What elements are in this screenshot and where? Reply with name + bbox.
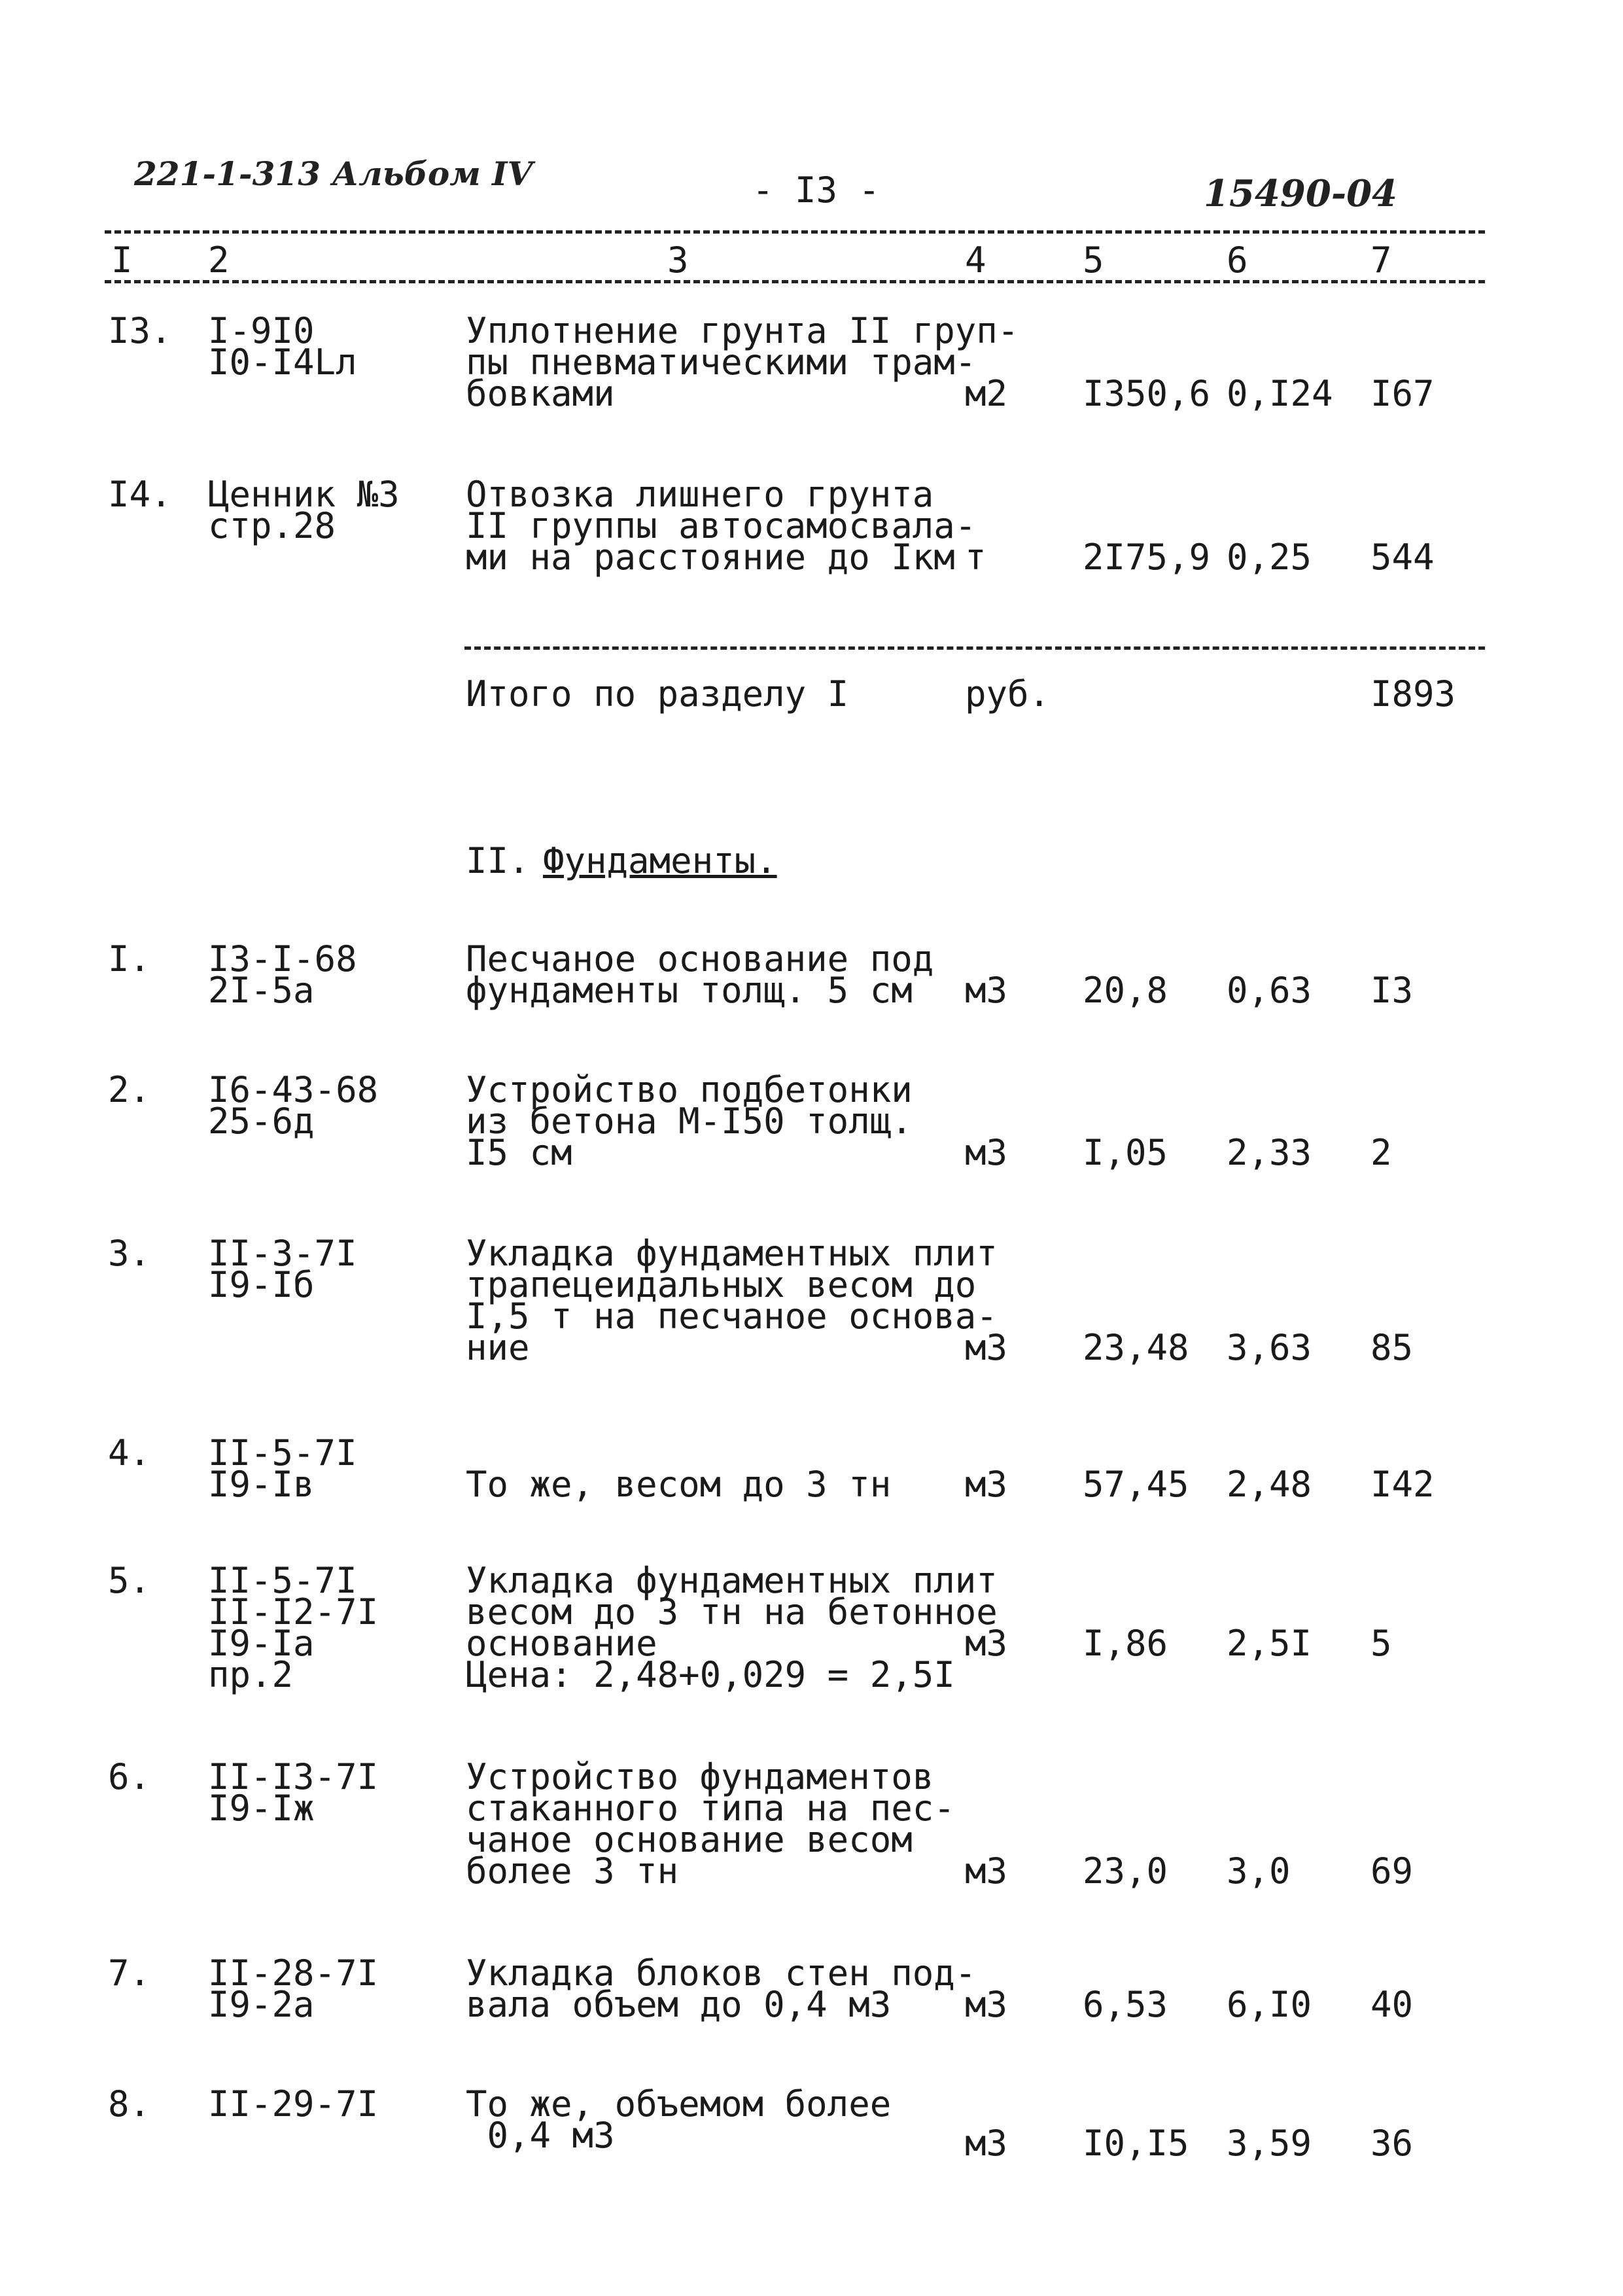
unit-price: 0,I24 — [1227, 373, 1333, 414]
work-description: основание — [466, 1623, 657, 1664]
norm-code: I0-I4Lл — [208, 342, 357, 383]
total-cost: 69 — [1370, 1850, 1414, 1892]
work-description: Уплотнение грунта II груп- — [466, 310, 1019, 351]
column-number-2: 2 — [208, 239, 230, 281]
norm-code: II-5-7I — [208, 1560, 357, 1601]
total-cost: I42 — [1370, 1464, 1435, 1505]
subtotal-divider — [464, 646, 1485, 650]
quantity: 23,0 — [1083, 1850, 1168, 1892]
unit-measure: м3 — [965, 970, 1008, 1011]
column-number-1: I — [111, 239, 133, 281]
work-description: Устройство фундаментов — [466, 1756, 934, 1797]
column-number-5: 5 — [1083, 239, 1104, 281]
work-description: ми на расстояние до Iкм — [466, 537, 955, 578]
total-cost: 544 — [1370, 537, 1435, 578]
quantity: 20,8 — [1083, 970, 1168, 1011]
norm-code: I9-Iж — [208, 1788, 315, 1829]
column-number-7: 7 — [1370, 239, 1392, 281]
total-cost: 85 — [1370, 1327, 1414, 1368]
quantity: I,05 — [1083, 1132, 1168, 1173]
section-title: Фундаменты. — [543, 840, 777, 881]
total-cost: 40 — [1370, 1984, 1414, 2025]
quantity: I,86 — [1083, 1623, 1168, 1664]
work-description: Цена: 2,48+0,029 = 2,5I — [466, 1654, 955, 1695]
norm-code: I6-43-68 — [208, 1069, 379, 1110]
header-bottom-divider — [105, 280, 1485, 283]
unit-measure: м3 — [965, 1623, 1008, 1664]
work-description: вала объем до 0,4 м3 — [466, 1984, 892, 2025]
work-description: бовками — [466, 373, 615, 414]
norm-code: I9-Iб — [208, 1264, 315, 1305]
norm-code: I9-2а — [208, 1984, 315, 2025]
norm-code: 25-6д — [208, 1101, 315, 1142]
norm-code: II-5-7I — [208, 1432, 357, 1474]
work-description: Песчаное основание под — [466, 938, 934, 980]
unit-price: 2,5I — [1227, 1623, 1312, 1664]
unit-measure: м3 — [965, 1984, 1008, 2025]
work-description: весом до 3 тн на бетонное — [466, 1591, 998, 1633]
total-cost: I3 — [1370, 970, 1414, 1011]
norm-code: II-I2-7I — [208, 1591, 379, 1633]
subtotal-total: I893 — [1370, 673, 1456, 715]
unit-measure: т — [965, 537, 986, 578]
norm-code: II-I3-7I — [208, 1756, 379, 1797]
album-reference: 221-1-313 Альбом IV — [134, 154, 533, 193]
quantity: 23,48 — [1083, 1327, 1189, 1368]
quantity: 6,53 — [1083, 1984, 1168, 2025]
norm-code: II-29-7I — [208, 2083, 379, 2125]
total-cost: 5 — [1370, 1623, 1392, 1664]
norm-code: стр.28 — [208, 505, 336, 546]
column-number-3: 3 — [667, 239, 689, 281]
norm-code: I-9I0 — [208, 310, 315, 351]
work-description: Устройство подбетонки — [466, 1069, 913, 1110]
unit-price: 3,0 — [1227, 1850, 1291, 1892]
row-number: 5. — [108, 1560, 151, 1601]
unit-price: 0,25 — [1227, 537, 1312, 578]
work-description: I5 см — [466, 1132, 572, 1173]
subtotal-unit: руб. — [965, 673, 1051, 715]
row-number: I. — [108, 938, 151, 980]
header-top-divider — [105, 230, 1485, 234]
column-number-6: 6 — [1227, 239, 1248, 281]
row-number: 4. — [108, 1432, 151, 1474]
quantity: 2I75,9 — [1083, 537, 1211, 578]
quantity: 57,45 — [1083, 1464, 1189, 1505]
quantity: I0,I5 — [1083, 2123, 1189, 2164]
unit-measure: м3 — [965, 1850, 1008, 1892]
total-cost: 36 — [1370, 2123, 1414, 2164]
column-number-4: 4 — [965, 239, 986, 281]
norm-code: I9-Iа — [208, 1623, 315, 1664]
work-description: То же, объемом более — [466, 2083, 892, 2125]
quantity: I350,6 — [1083, 373, 1211, 414]
work-description: II группы автосамосвала- — [466, 505, 977, 546]
row-number: 8. — [108, 2083, 151, 2125]
total-cost: 2 — [1370, 1132, 1392, 1173]
unit-price: 3,63 — [1227, 1327, 1312, 1368]
subtotal-label: Итого по разделу I — [466, 673, 849, 715]
page-number: - I3 - — [752, 169, 881, 211]
row-number: 6. — [108, 1756, 151, 1797]
unit-price: 2,48 — [1227, 1464, 1312, 1505]
row-number: I3. — [108, 310, 172, 351]
norm-code: II-3-7I — [208, 1233, 357, 1274]
norm-code: II-28-7I — [208, 1952, 379, 1994]
row-number: I4. — [108, 474, 172, 515]
row-number: 2. — [108, 1069, 151, 1110]
unit-price: 3,59 — [1227, 2123, 1312, 2164]
row-number: 3. — [108, 1233, 151, 1274]
unit-measure: м3 — [965, 2123, 1008, 2164]
unit-measure: м3 — [965, 1132, 1008, 1173]
norm-code: I9-Iв — [208, 1464, 315, 1505]
work-description: пы пневматическими трам- — [466, 342, 977, 383]
work-description: Укладка фундаментных плит — [466, 1560, 998, 1601]
work-description: 0,4 м3 — [466, 2115, 615, 2156]
work-description: Отвозка лишнего грунта — [466, 474, 934, 515]
row-number: 7. — [108, 1952, 151, 1994]
total-cost: I67 — [1370, 373, 1435, 414]
work-description: фундаменты толщ. 5 см — [466, 970, 913, 1011]
work-description: Укладка фундаментных плит — [466, 1233, 998, 1274]
work-description: То же, весом до 3 тн — [466, 1464, 892, 1505]
work-description: более 3 тн — [466, 1850, 679, 1892]
work-description: трапецеидальных весом до — [466, 1264, 977, 1305]
unit-measure: м2 — [965, 373, 1008, 414]
document-number: 15490-04 — [1204, 172, 1397, 215]
work-description: I,5 т на песчаное основа- — [466, 1296, 998, 1337]
work-description: из бетона М-I50 толщ. — [466, 1101, 913, 1142]
unit-measure: м3 — [965, 1464, 1008, 1505]
norm-code: пр.2 — [208, 1654, 294, 1695]
unit-price: 0,63 — [1227, 970, 1312, 1011]
norm-code: Ценник №3 — [208, 474, 400, 515]
norm-code: 2I-5а — [208, 970, 315, 1011]
section-roman: II. — [466, 840, 530, 881]
work-description: чаное основание весом — [466, 1819, 913, 1860]
work-description: стаканного типа на пес- — [466, 1788, 955, 1829]
unit-price: 6,I0 — [1227, 1984, 1312, 2025]
norm-code: I3-I-68 — [208, 938, 357, 980]
work-description: ние — [466, 1327, 530, 1368]
work-description: Укладка блоков стен под- — [466, 1952, 977, 1994]
unit-measure: м3 — [965, 1327, 1008, 1368]
unit-price: 2,33 — [1227, 1132, 1312, 1173]
